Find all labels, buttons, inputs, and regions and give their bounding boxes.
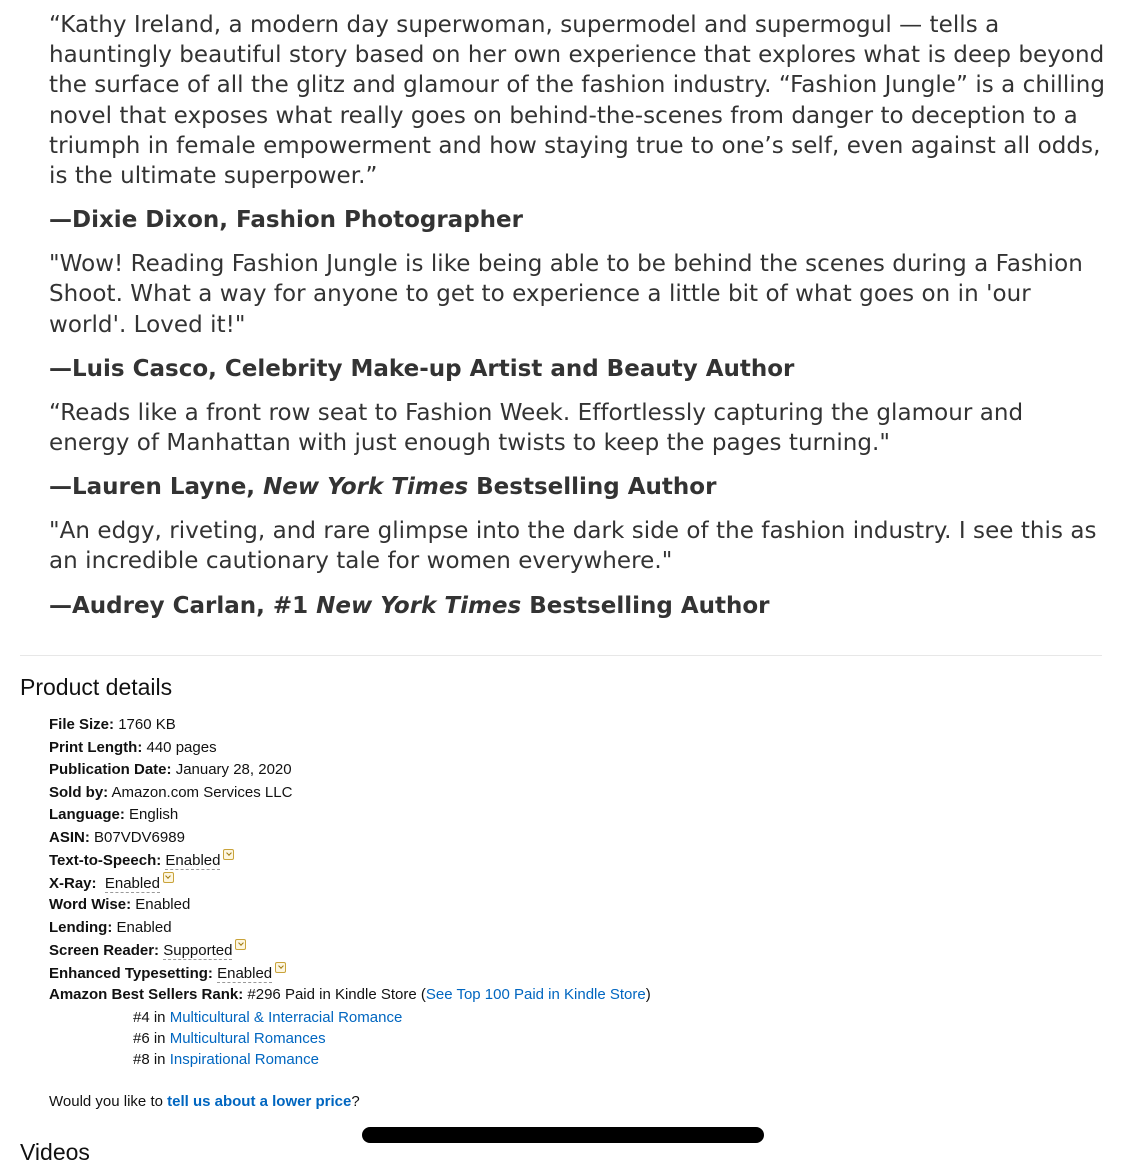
detail-publication-date <box>49 759 651 782</box>
lower-price-text: Would you like to <box>49 1093 168 1110</box>
close-paren: ) <box>645 986 651 1003</box>
detail-label: Language: <box>49 806 125 823</box>
detail-value: Amazon.com Services LLC <box>111 783 293 801</box>
review-quote: “Reads like a front row seat to Fashion Week. Effortlessly capturing the glamour and energy of Manhattan with just enough twists to keep the pages turning." <box>49 399 1024 457</box>
sub-rank-item <box>49 1049 651 1070</box>
detail-screen-reader <box>49 939 651 962</box>
category-link[interactable]: Multicultural Romances <box>169 1029 326 1047</box>
chevron-down-icon[interactable] <box>223 849 234 860</box>
attribution-name: —Audrey Carlan, #1 <box>49 592 317 619</box>
chevron-down-icon[interactable] <box>163 872 174 883</box>
detail-label: Text-to-Speech: <box>49 852 162 869</box>
attribution-title: Bestselling Author <box>521 592 770 619</box>
detail-asin <box>49 827 651 850</box>
detail-xray <box>49 872 651 895</box>
section-divider <box>20 655 1102 656</box>
product-details-heading: Product details <box>20 674 173 700</box>
attribution-publication: New York Times <box>263 474 469 501</box>
detail-label: X-Ray: <box>49 874 97 892</box>
home-indicator[interactable] <box>362 1127 764 1143</box>
screen-reader-popover-trigger[interactable]: Supported <box>163 942 233 959</box>
detail-value: #296 Paid in Kindle Store ( <box>247 986 426 1003</box>
sub-rank-item <box>49 1028 651 1049</box>
review-attribution <box>49 472 1109 502</box>
detail-file-size <box>49 714 651 737</box>
top-100-link[interactable]: See Top 100 Paid in Kindle Store <box>425 986 646 1003</box>
attribution-name: —Lauren Layne, <box>49 474 264 501</box>
sub-rank-number: #4 in <box>133 1008 170 1026</box>
review-attribution <box>49 591 1109 621</box>
category-link[interactable]: Inspirational Romance <box>169 1050 319 1068</box>
detail-label: Amazon Best Sellers Rank: <box>49 986 244 1003</box>
detail-label: ASIN: <box>49 828 90 846</box>
detail-text-to-speech <box>49 849 651 872</box>
detail-print-length <box>49 737 651 760</box>
sub-rank-item <box>49 1007 651 1028</box>
xray-popover-trigger[interactable]: Enabled <box>104 874 160 892</box>
detail-value: B07VDV6989 <box>94 828 185 846</box>
review-quote: "An edgy, riveting, and rare glimpse into the dark side of the fashion industry. I see this as an incredible cautionary tale for women everywhere." <box>49 518 1097 575</box>
review-quote: "Wow! Reading Fashion Jungle is like being able to be behind the scenes during a Fashion Shoot. What a way for anyone to get to experience a little bit of what goes on in 'our world'. Loved it!" <box>49 251 1083 338</box>
category-link[interactable]: Multicultural & Interracial Romance <box>169 1008 403 1026</box>
detail-enhanced-typesetting <box>49 962 651 985</box>
product-details-list <box>49 714 651 1070</box>
detail-label: Screen Reader: <box>49 942 160 959</box>
detail-value: January 28, 2020 <box>175 761 292 778</box>
detail-label: Publication Date: <box>49 761 172 778</box>
editorial-reviews <box>49 10 1109 635</box>
detail-value: 440 pages <box>146 738 217 756</box>
sub-rank-number: #8 in <box>133 1050 170 1068</box>
detail-label: Lending: <box>49 918 113 936</box>
detail-label: Sold by: <box>49 783 109 801</box>
detail-value: Enabled <box>135 896 191 913</box>
detail-value: Enabled <box>116 918 172 936</box>
detail-lending <box>49 917 651 940</box>
review-attribution: —Luis Casco, Celebrity Make-up Artist and Beauty Author <box>49 355 795 382</box>
detail-label: Enhanced Typesetting: <box>49 964 213 982</box>
lower-price-link[interactable]: tell us about a lower price <box>167 1093 352 1110</box>
lower-price-suffix: ? <box>351 1093 360 1110</box>
detail-label: File Size: <box>49 716 115 733</box>
sub-rank-number: #6 in <box>133 1029 170 1047</box>
detail-value: 1760 KB <box>118 716 176 733</box>
detail-language <box>49 804 651 827</box>
detail-label: Print Length: <box>49 738 143 756</box>
attribution-title: Bestselling Author <box>468 474 717 501</box>
review-quote: “Kathy Ireland, a modern day superwoman, supermodel and supermogul — tells a hauntingly beautiful story based on her own experience that explores what is deep beyond the surface of all the glitz and glamour of the fashion industry. “Fashion Jungle” is a chilling novel that exposes what really goes on behind-the-scenes from danger to deception to a triumph in female empowerment and how staying true to one’s self, even against all odds, is the ultimate superpower.” <box>49 12 1106 190</box>
attribution-publication: New York Times <box>316 592 522 619</box>
detail-label: Word Wise: <box>49 896 132 913</box>
text-to-speech-popover-trigger[interactable]: Enabled <box>165 852 221 869</box>
detail-best-sellers-rank <box>49 984 651 1007</box>
lower-price-prompt <box>49 1093 360 1110</box>
detail-word-wise <box>49 894 651 917</box>
videos-heading: Videos <box>20 1139 90 1165</box>
enhanced-typesetting-popover-trigger[interactable]: Enabled <box>217 964 273 982</box>
detail-value: English <box>129 806 179 823</box>
chevron-down-icon[interactable] <box>275 962 286 973</box>
chevron-down-icon[interactable] <box>235 939 246 950</box>
detail-sold-by <box>49 782 651 805</box>
review-attribution: —Dixie Dixon, Fashion Photographer <box>49 207 523 234</box>
